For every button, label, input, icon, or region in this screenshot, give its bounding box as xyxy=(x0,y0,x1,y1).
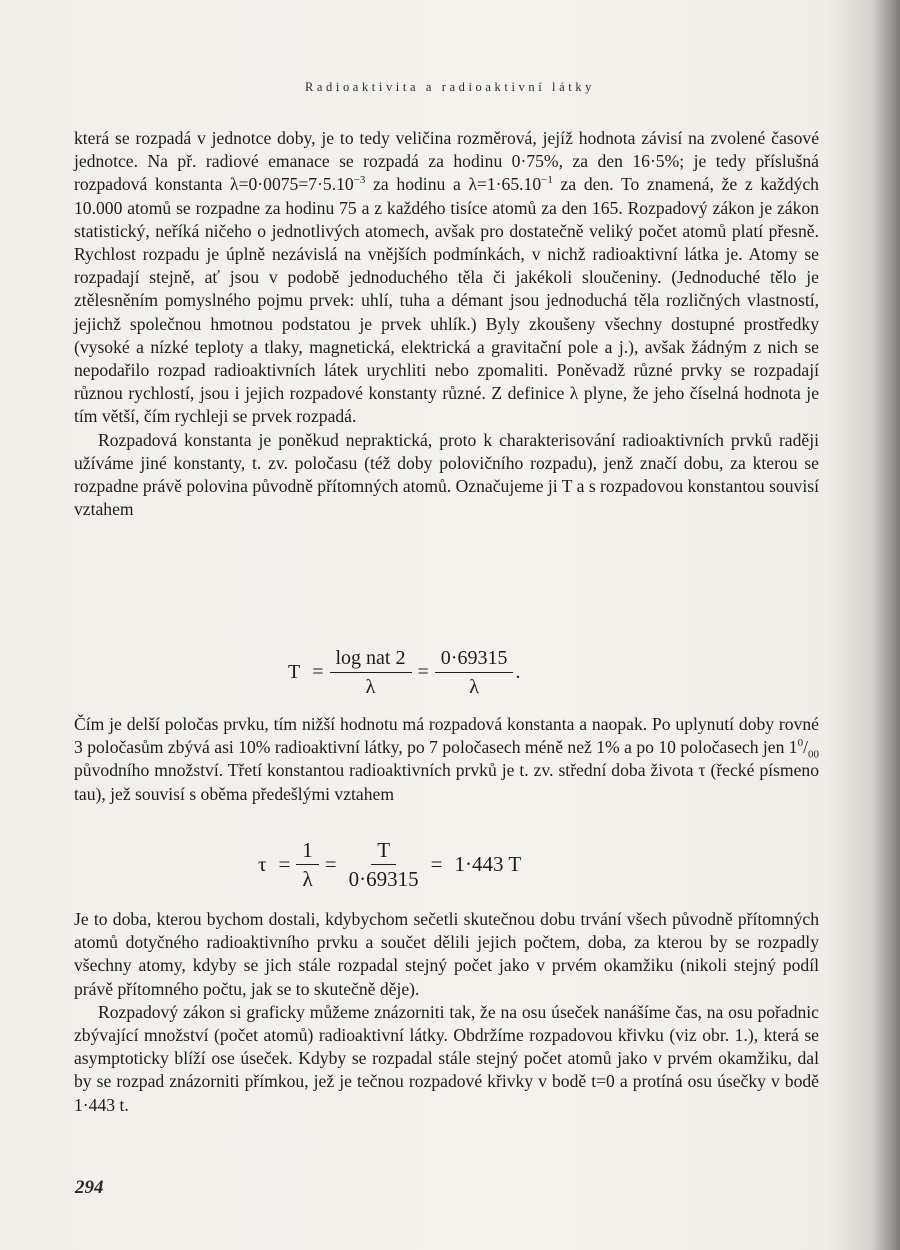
text-block-lower xyxy=(74,908,819,1117)
text-block-middle xyxy=(74,713,819,806)
fraction xyxy=(435,646,514,699)
paragraph-1-part-c: za den. To znamená, že z každých 10.000 atomů se rozpadne za hodinu 75 a z každého tisíce atomů za den 165. Rozpadový zákon je zákon statistický, neříká ničeho o jednotlivých atomech, avšak pro dostatečně veliký počet atomů platí přesně. Rychlost rozpadu je úplně nezávislá na vnějších podmínkách, v nichž radioaktivní látka je. Atomy se rozpadají stejně, ať jsou v podobě jednoduchého těla či jakékoli sloučeniny. (Jednoduché tělo je ztělesněním pomyslného pojmu prvek: uhlí, tuha a démant jsou jednoduchá těla rozličných vlastností, jejichž společnou hmotnou podstatou je prvek uhlík.) Byly zkoušeny všechny dostupné prostředky (vysoké a nízké teploty a tlaky, magnetická, elektrická a gravitační pole a j.), avšak žádným z nich se nepodařilo rozpad radioaktivních látek urychliti nebo zpomaliti. Poněvadž různé prvky se rozpadají různou rychlostí, jsou i jejich rozpadové konstanty různé. Z definice λ plyne, že jeho číselná hodnota je tím větší, čím rychleji se prvek rozpadá. xyxy=(74,174,819,427)
fraction xyxy=(296,838,319,891)
eq-equals: = xyxy=(312,661,324,683)
equation-mean-life xyxy=(252,838,527,891)
eq-equals: = xyxy=(324,852,337,876)
text-block-upper xyxy=(74,127,819,521)
paragraph-4: Je to doba, kterou bychom dostali, kdybychom sečetli skutečnou dobu trvání všech původně přítomných atomů dotyčného radioaktivního prvku a součet dělili jejich počtem, doba, za kterou by se rozpadly všechny atomy, kdyby se jich stále rozpadal stejný počet jako v prvém okamžiku (nikoli stejný podíl právě přítomného počtu, jak se to skutečně děje). xyxy=(74,909,819,999)
eq-result: 1·443 T xyxy=(454,852,522,876)
paragraph-5: Rozpadový zákon si graficky můžeme znázorniti tak, že na osu úseček nanášíme čas, na osu pořadnic zbývající množství (počet atomů) radioaktivní látky. Obdržíme rozpadovou křivku (viz obr. 1.), která se asymptoticky blíží ose úseček. Kdyby se rozpadal stále stejný počet atomů jako v prvém okamžiku, dal by se rozpad znázorniti přímkou, jež je tečnou rozpadové křivky v bodě t=0 a protíná osu úsečky v bodě 1·443 t. xyxy=(74,1001,819,1115)
paragraph-1-part-a: která se rozpadá v jednotce doby, je to tedy veličina rozměrová, jejíž hodnota závisí na zvolené časové jednotce. Na př. radiové emanace se rozpadá za hodinu 0·75%, za den 16·5%; je tedy příslušná rozpadová konstanta λ=0·0075=7·5.10 xyxy=(74,128,819,195)
denominator: λ xyxy=(469,676,479,698)
paragraph-3 xyxy=(74,713,819,806)
eq-equals: = xyxy=(430,852,443,876)
permille-sub: 00 xyxy=(808,748,819,761)
eq-equals: = xyxy=(417,661,429,683)
paragraph-3-part-b: původního množství. Třetí konstantou radioaktivních prvků je t. zv. střední doba života τ (řecké písmeno tau), jež souvisí s oběma předešlými vztahem xyxy=(74,760,819,804)
eq-symbol: T xyxy=(288,661,301,683)
running-head: Radioaktivita a radioaktivní látky xyxy=(304,80,596,94)
denominator: 0·69315 xyxy=(348,867,419,891)
paragraph-1 xyxy=(74,127,819,429)
permille-sup: 0 xyxy=(797,737,804,750)
numerator: 0·69315 xyxy=(435,646,514,673)
numerator: T xyxy=(371,838,396,865)
page-edge-shadow xyxy=(872,0,900,1250)
fraction xyxy=(343,838,425,891)
eq-equals: = xyxy=(278,852,291,876)
denominator: λ xyxy=(302,867,313,891)
paragraph-3-part-a: Čím je delší poločas prvku, tím nižší hodnotu má rozpadová konstanta a naopak. Po uplynutí doby rovné 3 poločasům zbývá asi 10% radioaktivní látky, po 7 poločasech méně než 1% a po 10 poločasech jen 1 xyxy=(74,714,819,758)
fraction xyxy=(330,646,412,699)
exponent: −3 xyxy=(353,174,366,187)
numerator: 1 xyxy=(296,838,319,865)
eq-symbol: τ xyxy=(258,852,267,876)
permille-slash: / xyxy=(803,737,808,758)
numerator: log nat 2 xyxy=(330,646,412,673)
equation-half-life xyxy=(282,646,526,699)
paragraph-1-part-b: za hodinu a λ=1·65.10 xyxy=(365,174,542,195)
exponent: −1 xyxy=(541,174,553,187)
eq-period: . xyxy=(515,661,521,683)
paragraph-2: Rozpadová konstanta je poněkud nepraktická, proto k charakterisování radioaktivních prvků raději užíváme jiné konstanty, t. zv. poločasu (též doby polovičního rozpadu), jenž značí dobu, za kterou se rozpadne právě polovina původně přítomných atomů. Označujeme ji T a s rozpadovou konstantou souvisí vztahem xyxy=(74,429,819,520)
denominator: λ xyxy=(365,676,376,698)
page-number: 294 xyxy=(75,1177,104,1198)
